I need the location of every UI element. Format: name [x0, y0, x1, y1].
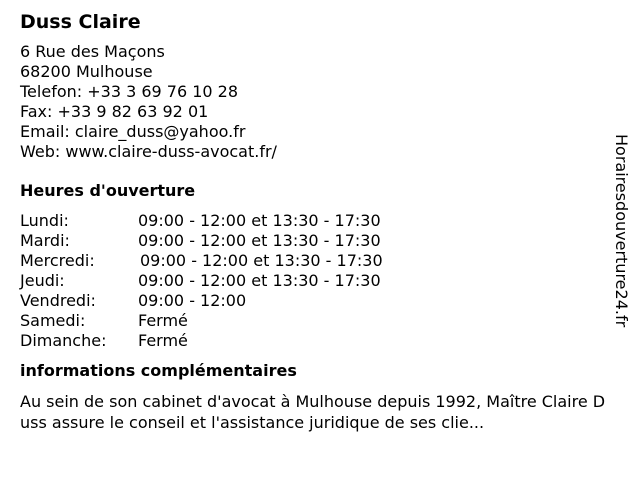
street-address: 6 Rue des Maçons — [20, 42, 165, 61]
site-watermark: Horairesdouverture24.fr — [612, 134, 631, 328]
time-value: Fermé — [138, 331, 188, 350]
hours-row-sunday — [20, 331, 610, 351]
opening-hours-table — [20, 211, 610, 351]
hours-row-monday — [20, 211, 610, 231]
day-label: Samedi: — [20, 311, 86, 330]
contact-block — [20, 42, 610, 162]
time-value: 09:00 - 12:00 et 13:30 - 17:30 — [138, 271, 381, 290]
day-label: Jeudi: — [20, 271, 65, 290]
hours-row-tuesday — [20, 231, 610, 251]
business-card — [20, 10, 610, 433]
time-value: 09:00 - 12:00 et 13:30 - 17:30 — [138, 231, 381, 250]
day-label: Dimanche: — [20, 331, 107, 350]
hours-row-friday — [20, 291, 610, 311]
website-url: Web: www.claire-duss-avocat.fr/ — [20, 142, 277, 161]
opening-hours-heading: Heures d'ouverture — [20, 181, 196, 200]
phone-number: Telefon: +33 3 69 76 10 28 — [20, 82, 239, 101]
hours-row-thursday — [20, 271, 610, 291]
city-postcode: 68200 Mulhouse — [20, 62, 153, 81]
day-label: Mercredi: — [20, 251, 95, 270]
additional-info-text: Au sein de son cabinet d'avocat à Mulhouse depuis 1992, Maître Claire Duss assure le conseil et l'assistance juridique de ses clie... — [20, 392, 606, 432]
hours-row-wednesday — [20, 251, 610, 271]
day-label: Mardi: — [20, 231, 70, 250]
time-value: 09:00 - 12:00 et 13:30 - 17:30 — [138, 211, 381, 230]
business-name: Duss Claire — [20, 11, 141, 33]
additional-info-heading: informations complémentaires — [20, 361, 297, 380]
fax-number: Fax: +33 9 82 63 92 01 — [20, 102, 209, 121]
day-label: Lundi: — [20, 211, 69, 230]
time-value: 09:00 - 12:00 — [138, 291, 247, 310]
day-label: Vendredi: — [20, 291, 96, 310]
time-value: Fermé — [138, 311, 188, 330]
hours-row-saturday — [20, 311, 610, 331]
email-address: Email: claire_duss@yahoo.fr — [20, 122, 246, 141]
time-value: 09:00 - 12:00 et 13:30 - 17:30 — [140, 251, 383, 270]
